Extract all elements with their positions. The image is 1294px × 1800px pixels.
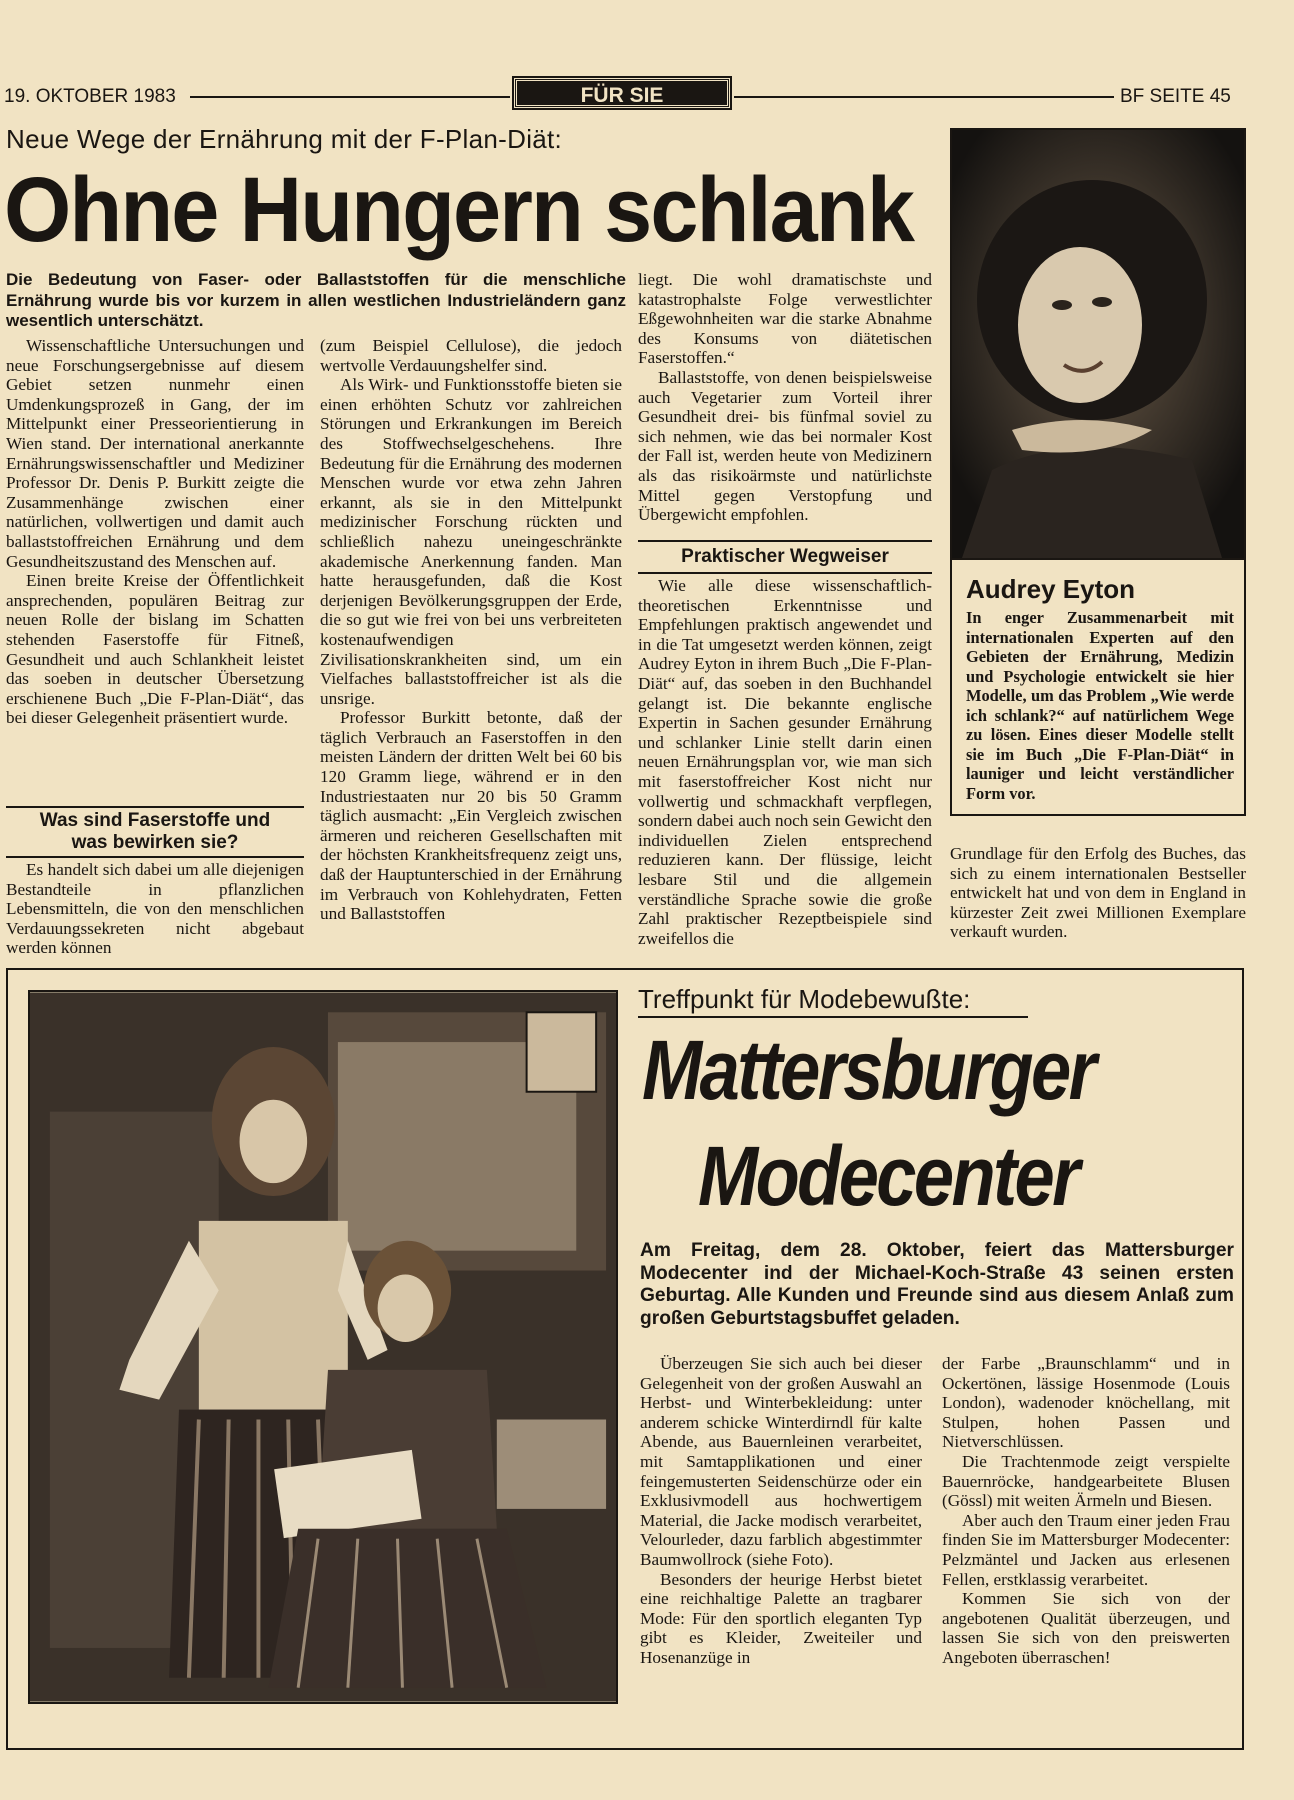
article1-kicker: Neue Wege der Ernährung mit der F-Plan-Diät: bbox=[6, 124, 563, 154]
profile-caption: In enger Zusammenarbeit mit internationalen Experten auf den Gebieten der Ernährung, Medizin und Psychologie entwickelt sie hier Modelle, um das Problem „Wie werde ich schlank?“ auf natürlichem Wege zu lösen. Eines dieser Modelle stellt sie im Buch „Die F-Plan-Diät“ in launiger und leicht verständlicher Form vor. bbox=[966, 608, 1234, 803]
article2-kicker: Treffpunkt für Modebewußte: bbox=[638, 984, 971, 1014]
profile-divider bbox=[952, 558, 1244, 560]
paragraph: Aber auch den Traum einer jeden Frau finden Sie im Mattersburger Modecenter: Pelzmäntel und Jacken aus erlesenen Fellen, erstklassig verarbeitet. bbox=[942, 1510, 1230, 1589]
article2-kicker-rule bbox=[638, 1016, 1028, 1018]
paragraph: liegt. Die wohl dramatischste und katastrophalste Folge verwestlichter Eßgewohnheiten war die starke Abnahme des Konsums von diätetischen Faserstoffen.“ bbox=[638, 270, 932, 368]
paragraph: Ballaststoffe, von denen beispielsweise auch Vegetarier zum Vorteil ihrer Gesundheit drei- bis fünfmal soviel zu sich nehmen, wie das bei normaler Kost der Fall ist, werden heute von Medizinern als das risikoärmste und natürlichste Mittel gegen Verstopfung und Übergewicht empfohlen. bbox=[638, 367, 932, 525]
header-page: BF SEITE 45 bbox=[1120, 86, 1231, 107]
paragraph: (zum Beispiel Cellulose), die jedoch wertvolle Verdauungshelfer sind. bbox=[320, 336, 622, 375]
subhead1-rule bbox=[6, 806, 304, 808]
subhead1-underline bbox=[6, 856, 304, 858]
subhead-wegweiser: Praktischer Wegweiser bbox=[681, 546, 889, 567]
article1-headline: Ohne Hungern schlank bbox=[4, 159, 914, 261]
paragraph: Wissenschaftliche Untersuchungen und neue Forschungsergebnisse auf diesem Gebiet setzen nunmehr einen Umdenkungsprozeß in Gang, der im Mittelpunkt einer Presseorientierung in Wien stand. Der international anerkannte Ernährungswissenschaftler und Mediziner Professor Dr. Denis P. Burkitt zeigte die Zusammenhänge zwischen einer natürlichen, vollwertigen und damit auch ballaststoffreichen Ernährung und dem Gesundheitszustand des Menschen auf. bbox=[6, 336, 304, 571]
paragraph: Als Wirk- und Funktionsstoffe bieten sie einen erhöhten Schutz vor zahlreichen Störungen und Erkrankungen im Bereich des Stoffwechselgeschehens. Ihre Bedeutung für die Ernährung des modernen Menschen wurde vor etwa zehn Jahren erkannt, als sie in den Mittelpunkt medizinischer Forschung rückten und schließlich nahezu uneingeschränkte akademische Anerkennung fanden. Man hatte herausgefunden, daß die Kost derjenigen Bevölkerungsgruppen der Erde, die so gut wie frei von bei uns verbreiteten kostenaufwendigen Zivilisationskrankheiten sind, um ein Vielfaches ballaststoffreicher ist als die unsrige. bbox=[320, 375, 622, 708]
paragraph: Einen breite Kreise der Öffentlichkeit ansprechenden, populären Beitrag zur neuen Rolle der bislang im Schatten stehenden Faserstoffe für Fitneß, Gesundheit und auch Schlankheit leistet das soeben in deutscher Übersetzung erschienene Buch „Die F-Plan-Diät“, das bei dieser Gelegenheit präsentiert wurde. bbox=[6, 571, 304, 728]
subhead2-underline bbox=[638, 572, 932, 574]
article1-col3 bbox=[638, 270, 932, 525]
article2-headline-line2: Modecenter bbox=[698, 1129, 1078, 1223]
paragraph: Die Trachtenmode zeigt verspielte Bauernröcke, handgearbeitete Blusen (Gössl) mit weiten Ärmeln und Biesen. bbox=[942, 1451, 1230, 1511]
article2-col1 bbox=[640, 1354, 922, 1668]
paragraph: Es handelt sich dabei um alle diejenigen Bestandteile in pflanzlichen Lebensmitteln, die von den menschlichen Verdauungssekreten nicht abgebaut werden können bbox=[6, 860, 304, 958]
paragraph: Professor Burkitt betonte, daß der täglich Verbrauch an Faserstoffen in den meisten Ländern der dritten Welt bei 60 bis 120 Gramm liege, während er in den Industriestaaten nur 20 bis 50 Gramm täglich ausmacht: „Ein Vergleich zwischen ärmeren und reicheren Gesellschaften mit der höchsten Krankheitsfrequenz zeigt uns, daß der Hauptunterschied in der Ernährung im Verbrauch von Kohlehydraten, Fetten und Ballaststoffen bbox=[320, 708, 622, 924]
article1-col3-cont bbox=[638, 576, 932, 948]
fashion-photo bbox=[28, 990, 618, 1704]
paragraph: Kommen Sie sich von der angebotenen Qualität überzeugen, und lassen Sie sich von den preiswerten Angeboten überraschen! bbox=[942, 1589, 1230, 1667]
profile-box bbox=[950, 128, 1246, 816]
article1-col1 bbox=[6, 336, 304, 728]
article2-col2 bbox=[942, 1354, 1230, 1668]
article1-col2 bbox=[320, 336, 622, 924]
header-date: 19. OKTOBER 1983 bbox=[4, 86, 176, 107]
paragraph: Überzeugen Sie sich auch bei dieser Gelegenheit von der großen Auswahl an Herbst- und Winterbekleidung: unter anderem schicke Winterdirndl für kalte Abende, aus Bauernleinen verarbeitet, mit Samtapplikationen und einer feingemusterten Seidenschürze oder ein Exklusivmodell aus hochwertigem Material, die Jacke modisch verarbeitet, Velourleder, dazu farblich abgestimmter Baumwollrock (siehe Foto). bbox=[640, 1354, 922, 1569]
subhead-faserstoffe: Was sind Faserstoffe und was bewirken sie? bbox=[39, 810, 271, 853]
header-rule-left bbox=[190, 96, 510, 98]
section-banner: FÜR SIE bbox=[514, 78, 730, 108]
paragraph: Besonders der heurige Herbst bietet eine reichhaltige Palette an tragbarer Mode: Für den sportlich eleganten Typ gibt es Kleider, Zweiteiler und Hosenanzüge in bbox=[640, 1569, 922, 1667]
article2-headline-line1: Mattersburger bbox=[642, 1023, 1095, 1117]
article1-col4 bbox=[950, 844, 1246, 942]
subhead2-rule bbox=[638, 540, 932, 542]
paragraph: Grundlage für den Erfolg des Buches, das sich zu einem internationalen Bestseller entwickelt hat und von dem in England in kürzester Zeit zwei Millionen Exemplare verkauft wurden. bbox=[950, 844, 1246, 942]
article1-lead: Die Bedeutung von Faser- oder Ballaststoffen für die menschliche Ernährung wurde bis vor kurzem in allen westlichen Industrieländern ganz wesentlich unterschätzt. bbox=[6, 270, 626, 330]
portrait-photo bbox=[952, 130, 1244, 558]
article2-lead: Am Freitag, dem 28. Oktober, feiert das Mattersburger Modecenter ind der Michael-Koch-Straße 43 seinen ersten Geburtag. Alle Kunden und Freunde sind aus diesem Anlaß zum großen Geburtstagsbuffet geladen. bbox=[640, 1240, 1234, 1329]
paragraph: der Farbe „Braunschlamm“ und in Ockertönen, lässige Hosenmode (Louis London), wadenoder knöchellang, mit Stulpen, hohen Passen und Nietverschlüssen. bbox=[942, 1354, 1230, 1452]
profile-name: Audrey Eyton bbox=[966, 574, 1136, 604]
article1-col1-cont bbox=[6, 860, 304, 958]
paragraph: Wie alle diese wissenschaftlich-theoretischen Erkenntnisse und Empfehlungen praktisch angewendet und in die Tat umgesetzt werden können, zeigt Audrey Eyton in ihrem Buch „Die F-Plan-Diät“ auf, das soeben in den Buchhandel gelangt ist. Die bekannte englische Expertin in Sachen gesunder Ernährung und schlanker Linie stellt darin einen neuen Ernährungsplan vor, wie man sich mit faserstoffreicher Kost nicht nur vollwertig und schmackhaft verpflegen, sondern dabei auch noch sein Gewicht den individuellen Zielen entsprechend reduzieren kann. Der flüssige, leicht lesbare Stil und die allgemein verständliche Sprache sowie die große Zahl praktischer Rezeptbeispiele sind zweifellos die bbox=[638, 576, 933, 948]
header-rule-right bbox=[734, 96, 1114, 98]
